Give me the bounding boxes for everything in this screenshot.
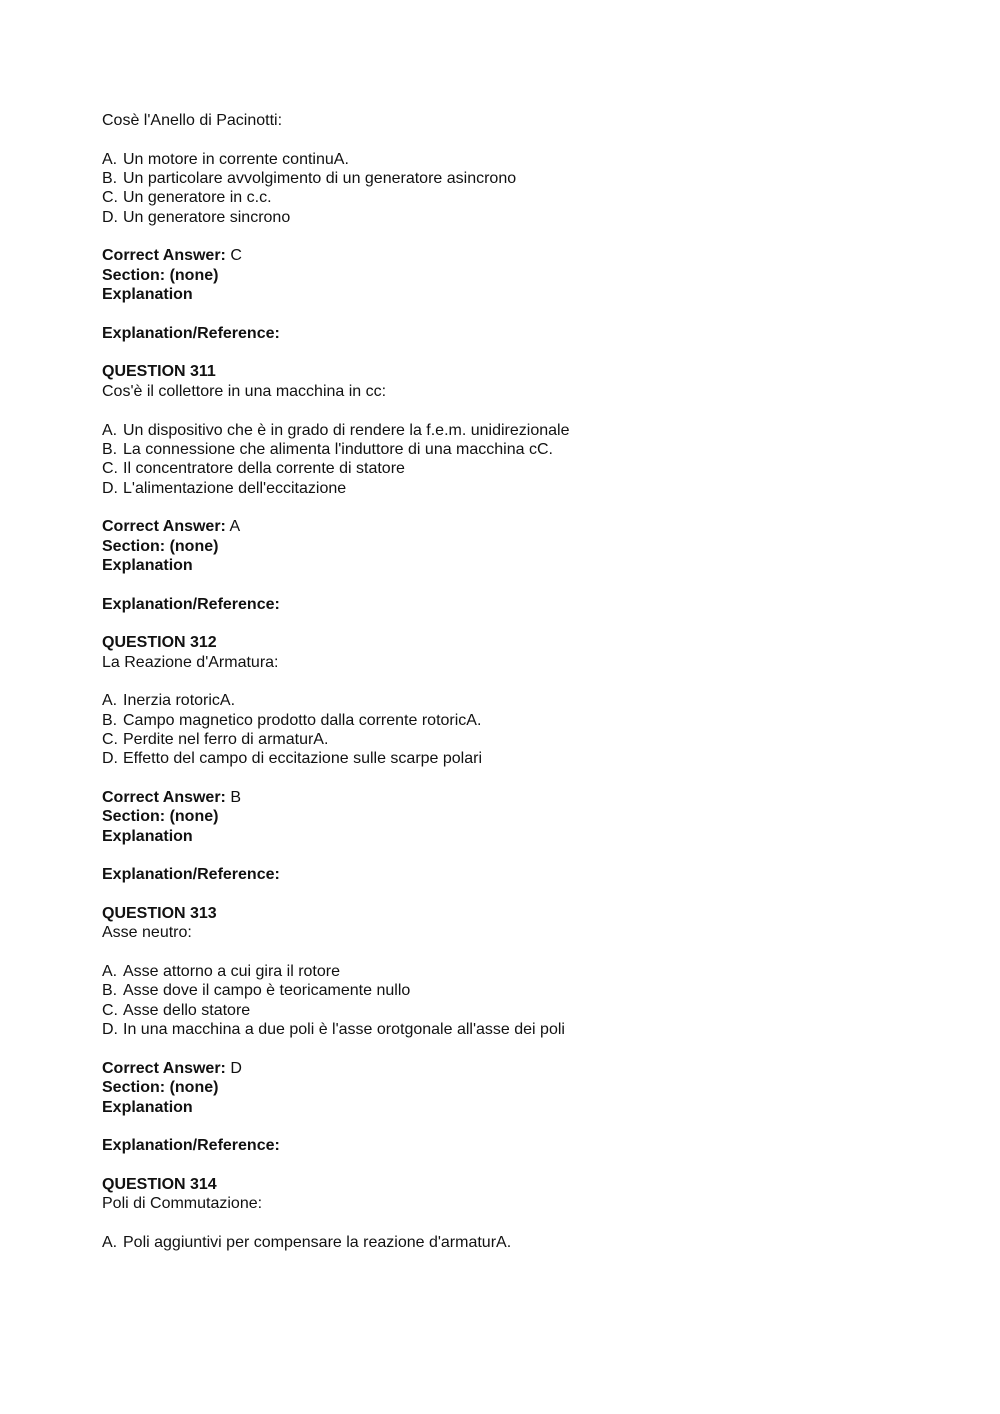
answer-option [102, 440, 902, 459]
answer-option [102, 1001, 902, 1020]
explanation-reference-label: Explanation/Reference: [102, 866, 280, 884]
question-text: Poli di Commutazione: [102, 1195, 263, 1213]
option-text: Inerzia rotoricA. [123, 692, 236, 710]
answer-option [102, 981, 902, 1000]
correct-answer-label: Correct Answer: [102, 1059, 226, 1077]
answer-option [102, 479, 902, 498]
option-letter: D. [102, 208, 118, 226]
correct-answer [102, 1059, 902, 1078]
correct-answer-value: D [230, 1059, 242, 1077]
question-block [102, 633, 902, 904]
option-text: L'alimentazione dell'eccitazione [123, 479, 347, 497]
option-letter: B. [102, 711, 118, 729]
question-text: Cosè l'Anello di Pacinotti: [102, 112, 283, 129]
option-text: Asse attorno a cui gira il rotore [123, 963, 340, 981]
correct-answer [102, 517, 902, 536]
option-letter: B. [102, 440, 118, 458]
option-text: Perdite nel ferro di armaturA. [123, 731, 329, 748]
correct-answer-label: Correct Answer: [102, 518, 226, 536]
option-text: Un generatore in c.c. [123, 189, 272, 207]
question-number: QUESTION 311 [102, 363, 216, 381]
correct-answer-value: B [230, 789, 242, 807]
correct-answer-value: C [230, 247, 242, 265]
option-text: La connessione che alimenta l'induttore di una macchina cC. [123, 440, 553, 458]
explanation-label: Explanation [102, 556, 193, 574]
option-letter: D. [102, 750, 118, 768]
option-text: Poli aggiuntivi per compensare la reazione d'armaturA. [123, 1233, 512, 1251]
answer-option [102, 169, 902, 188]
option-text: Campo magnetico prodotto dalla corrente rotoricA. [123, 711, 482, 729]
option-letter: C. [102, 1001, 118, 1019]
question-text: La Reazione d'Armatura: [102, 653, 279, 671]
explanation-label: Explanation [102, 827, 193, 845]
explanation-reference-label: Explanation/Reference: [102, 324, 280, 342]
option-letter: D. [102, 1021, 118, 1039]
answer-option [102, 691, 902, 710]
correct-answer [102, 788, 902, 807]
correct-answer [102, 246, 902, 265]
option-letter: A. [102, 692, 118, 710]
answer-option [102, 711, 902, 730]
option-letter: A. [102, 421, 118, 439]
correct-answer-label: Correct Answer: [102, 247, 226, 265]
question-number: QUESTION 313 [102, 905, 217, 923]
correct-answer-value: A [229, 518, 241, 536]
option-text: Effetto del campo di eccitazione sulle scarpe polari [123, 750, 483, 768]
answer-option [102, 188, 902, 207]
section-label: Section: (none) [102, 537, 219, 555]
document-page [102, 111, 902, 1252]
section-label: Section: (none) [102, 1079, 219, 1097]
answer-option [102, 749, 902, 768]
section-label: Section: (none) [102, 266, 219, 284]
option-text: Un motore in corrente continuA. [123, 150, 349, 168]
option-text: Asse dello statore [123, 1001, 251, 1019]
answer-option [102, 962, 902, 981]
explanation-label: Explanation [102, 286, 193, 304]
question-number: QUESTION 314 [102, 1175, 217, 1193]
explanation-reference-label: Explanation/Reference: [102, 1137, 280, 1155]
question-block [102, 362, 902, 633]
option-letter: C. [102, 731, 118, 748]
question-text: Asse neutro: [102, 924, 192, 942]
option-letter: A. [102, 150, 118, 168]
correct-answer-label: Correct Answer: [102, 789, 226, 807]
question-block [102, 111, 902, 362]
option-text: Un generatore sincrono [123, 208, 291, 226]
answer-option [102, 1233, 902, 1252]
answer-option [102, 1020, 902, 1039]
option-letter: D. [102, 479, 118, 497]
option-text: Asse dove il campo è teoricamente nullo [123, 982, 411, 1000]
answer-option [102, 730, 902, 749]
section-label: Section: (none) [102, 808, 219, 826]
explanation-label: Explanation [102, 1098, 193, 1116]
question-text: Cos'è il collettore in una macchina in cc: [102, 382, 387, 400]
option-letter: C. [102, 189, 118, 207]
option-text: Un particolare avvolgimento di un generatore asincrono [123, 170, 517, 188]
question-number: QUESTION 312 [102, 634, 217, 652]
question-block [102, 904, 902, 1175]
option-letter: B. [102, 982, 118, 1000]
answer-option [102, 421, 902, 440]
answer-option [102, 208, 902, 227]
question-block [102, 1175, 902, 1252]
option-letter: A. [102, 963, 118, 981]
option-text: In una macchina a due poli è l'asse orotgonale all'asse dei poli [123, 1021, 565, 1039]
option-text: Il concentratore della corrente di statore [123, 460, 405, 478]
option-letter: C. [102, 460, 118, 478]
option-text: Un dispositivo che è in grado di rendere la f.e.m. unidirezionale [123, 421, 570, 439]
explanation-reference-label: Explanation/Reference: [102, 595, 280, 613]
option-letter: B. [102, 170, 118, 188]
option-letter: A. [102, 1233, 118, 1251]
answer-option [102, 459, 902, 478]
answer-option [102, 150, 902, 169]
